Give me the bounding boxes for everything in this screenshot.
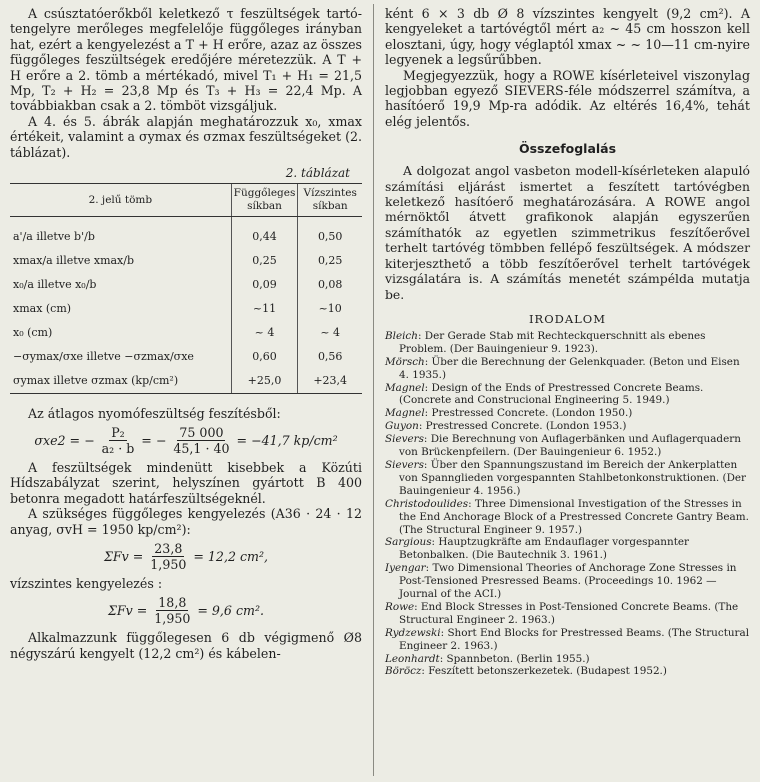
table-cell: σymax illetve σzmax (kp/cm²)	[10, 369, 231, 394]
table-cell: xmax (cm)	[13, 302, 72, 316]
table-cell: xmax/a illetve xmax/b	[13, 254, 135, 268]
reference-author: Sargious	[385, 536, 432, 549]
equation-rhs: = 12,2 cm²,	[193, 549, 269, 564]
reference-text: : Über den Spannungszustand im Bereich der Ankerplatten von Spannglieden vorgespannten Stahlbetonkonstruktionen. (Der Bauingenieur 4. 1956.)	[399, 458, 747, 497]
table-cell: ~ 4	[298, 321, 362, 345]
table-cell: a'/a illetve b'/b	[13, 230, 95, 244]
paragraph: A csúsztatóerőkből keletkező τ feszültségek tartó-tengelyre merőleges megfelelője függőleges irányban hat, ezért a kengyelezést a T + H erőre, azaz az összes függőleges feszültségek eredőjére méretezzük. A T + H erőre a 2. tömb a mértékadó, mivel T₁ + H₁ = 21,5 Mp, T₂ + H₂ = 23,8 Mp és T₃ + H₃ = 22,4 Mp. A továbbiakban csak a 2. tömböt vizsgáljuk.	[10, 6, 362, 114]
table-cell: 0,44	[231, 225, 298, 249]
denominator: 45,1 · 40	[173, 440, 230, 456]
table-cell: ~10	[298, 297, 362, 321]
table-row	[10, 249, 362, 273]
reference-item	[385, 420, 750, 433]
reference-text: : Prestressed Concrete. (London 1950.)	[424, 407, 633, 420]
fraction	[148, 541, 188, 572]
numerator: 23,8	[154, 541, 183, 556]
reference-item	[385, 330, 750, 356]
numerator: P₂	[111, 424, 125, 440]
equation	[10, 541, 362, 572]
fraction	[152, 595, 192, 626]
equation-lhs: σxe2 = −	[34, 432, 95, 448]
table-cell: x₀/a illetve x₀/b	[13, 278, 97, 292]
table-cell: x₀ (cm)	[13, 326, 53, 340]
reference-author: Christodoulides	[385, 497, 469, 510]
reference-author: Leonhardt	[385, 652, 440, 665]
fraction	[171, 425, 231, 456]
fraction	[100, 425, 137, 456]
paragraph: vízszintes kengyelezés :	[10, 576, 163, 591]
paragraph: A feszültségek mindenütt kisebbek a Közúti Hídszabályzat szerint, helyszínen gyártott B 400 betonra megadott határfeszültségeknél.	[10, 459, 362, 506]
table-row	[10, 297, 362, 321]
equation-lhs: ΣFv =	[103, 549, 144, 564]
reference-text: : Short End Blocks for Prestressed Beams. (The Structural Engineer 2. 1963.)	[399, 626, 750, 652]
reference-text: : Prestressed Concrete. (London 1953.)	[418, 420, 627, 433]
reference-author: Sievers	[385, 458, 424, 471]
table-cell: +25,0	[231, 369, 298, 394]
reference-author: Sievers	[385, 433, 424, 446]
table-row	[10, 321, 362, 345]
reference-item	[385, 433, 750, 459]
reference-item	[385, 627, 750, 653]
reference-item	[385, 382, 750, 408]
reference-author: Magnel	[385, 381, 425, 394]
table-cell: 0,56	[298, 345, 362, 369]
reference-item	[385, 601, 750, 627]
table-cell: ~ 4	[231, 321, 298, 345]
right-column	[385, 6, 750, 678]
denominator: 1,950	[150, 557, 187, 572]
numerator: 75 000	[179, 424, 224, 440]
equation-mid: = −	[141, 432, 167, 448]
reference-author: Bleich	[385, 329, 418, 342]
reference-item	[385, 562, 750, 601]
reference-item	[385, 407, 750, 420]
reference-item	[385, 536, 750, 562]
section-heading: Összefoglalás	[518, 141, 617, 157]
reference-text: : Über die Berechnung der Gelenkquader. (Beton und Eisen 4. 1935.)	[399, 355, 740, 381]
reference-author: Guyon	[385, 420, 419, 433]
denominator: a₂ · b	[101, 440, 135, 456]
paragraph: Alkalmazzunk függőlegesen 6 db végigmenő Ø8 négyszárú kengyelt (12,2 cm²) és kábelen-	[10, 630, 362, 661]
table-header: Vízszintes síkban	[298, 184, 362, 217]
table-cell: 0,09	[231, 273, 298, 297]
reference-text: : Two Dimensional Theories of Anchorage Zone Stresses in Post-Tensioned Presressed Beams. (Proceedings 10. 1962 — Journal of the ACI.)	[399, 562, 737, 601]
reference-text: : Three Dimensional Investigation of the Stresses in the End Anchorage Block of a Prestressed Concrete Gantry Beam. (The Structural Engineer 9. 1957.)	[399, 497, 749, 536]
table-cell: 0,08	[298, 273, 362, 297]
equation	[10, 595, 362, 626]
table-header: 2. jelű tömb	[10, 184, 231, 217]
table-caption: 2. táblázat	[285, 166, 350, 181]
equation	[10, 425, 362, 456]
reference-item	[385, 356, 750, 382]
reference-item	[385, 498, 750, 537]
reference-author: Rydzewski	[385, 626, 441, 639]
reference-list	[385, 330, 750, 678]
paragraph: ként 6 × 3 db Ø 8 vízszintes kengyelt (9,2 cm²). A kengyeleket a tartóvégtől mért a₂ ~ 45 cm hosszon kell elosztani, úgy, hogy véglaptól xmax ~ ~ 10—11 cm-nyire legyenek a legsűrűbben.	[385, 6, 750, 68]
reference-item	[385, 459, 750, 498]
denominator: 1,950	[154, 611, 191, 627]
reference-author: Magnel	[385, 407, 425, 420]
table-cell: +23,4	[298, 369, 362, 394]
numerator: 18,8	[158, 595, 187, 611]
equation-lhs: ΣFv =	[107, 603, 148, 619]
equation-rhs: = 9,6 cm².	[197, 603, 264, 619]
reference-text: : End Block Stresses in Post-Tensioned Concrete Beams. (The Structural Engineer 2. 1963.)	[399, 600, 739, 626]
table-cell: 0,25	[231, 249, 298, 273]
paragraph: A szükséges függőleges kengyelezés (A36 · 24 · 12 anyag, σvH = 1950 kp/cm²):	[10, 506, 362, 537]
reference-text: : Design of the Ends of Prestressed Concrete Beams. (Concrete and Construcional Engineering 5. 1949.)	[399, 381, 704, 407]
paragraph: A 4. és 5. ábrák alapján meghatározzuk x₀, xmax értékeit, valamint a σymax és σzmax feszültségeket (2. táblázat).	[10, 113, 362, 160]
table-cell: 0,60	[231, 345, 298, 369]
table-header: Függőleges síkban	[231, 184, 298, 217]
reference-author: Mörsch	[385, 355, 425, 368]
references-heading: IRODALOM	[529, 311, 606, 326]
paragraph: Megjegyezzük, hogy a ROWE kísérleteivel viszonylag legjobban egyező SIEVERS-féle módszerrel számítva, a hasítóerő 19,9 Mp-ra adódik. Az eltérés 16,4%, tehát elég jelentős.	[385, 67, 750, 129]
table-cell: ~11	[231, 297, 298, 321]
reference-author: Rowe	[385, 600, 415, 613]
paragraph: Az átlagos nyomófeszültség feszítésből:	[28, 405, 281, 421]
left-column	[10, 6, 362, 661]
reference-text: : Der Gerade Stab mit Rechteckquerschnitt als ebenes Problem. (Der Bauingenieur 9. 1923).	[399, 329, 706, 355]
table-cell: 0,50	[298, 225, 362, 249]
reference-author: Iyengar	[385, 562, 426, 575]
summary-paragraph: A dolgozat angol vasbeton modell-kísérleteken alapuló számítási eljárást ismertet a feszített tartóvégben keletkező hasítóerő meghatározására. A ROWE angol mérnöktől átvett grafikonok alapján egyszerűen számíthatók az egyetlen szimmetrikus feszítőerővel terhelt tartóvég tömbben fellépő feszültségek. A módszer kiterjeszthető a több feszítőerővel terhelt tartóvégek vizsgálatára is. A számítás menetét számpélda mutatja be.	[385, 163, 750, 302]
reference-item	[385, 665, 750, 678]
reference-text: : Spannbeton. (Berlin 1955.)	[439, 652, 590, 665]
table-cell: −σymax/σxe illetve −σzmax/σxe	[13, 350, 194, 364]
reference-text: : Feszített betonszerkezetek. (Budapest 1952.)	[421, 665, 667, 678]
reference-author: Böröcz	[385, 665, 422, 678]
table-row	[10, 369, 362, 394]
column-divider	[373, 4, 374, 776]
table-cell: 0,25	[298, 249, 362, 273]
table-header-row	[10, 184, 362, 217]
table-row	[10, 273, 362, 297]
reference-text: : Die Berechnung von Auflagerbänken und Auflagerquadern von Brückenpfeilern. (Der Bauingenieur 6. 1952.)	[399, 433, 741, 459]
equation-rhs: = −41,7 kp/cm²	[236, 432, 338, 448]
data-table	[10, 183, 362, 394]
reference-text: : Hauptzugkräfte am Endauflager vorgespannter Betonbalken. (Die Bautechnik 3. 1961.)	[399, 536, 689, 562]
table-row	[10, 345, 362, 369]
reference-item	[385, 653, 750, 666]
table-row	[10, 225, 362, 249]
